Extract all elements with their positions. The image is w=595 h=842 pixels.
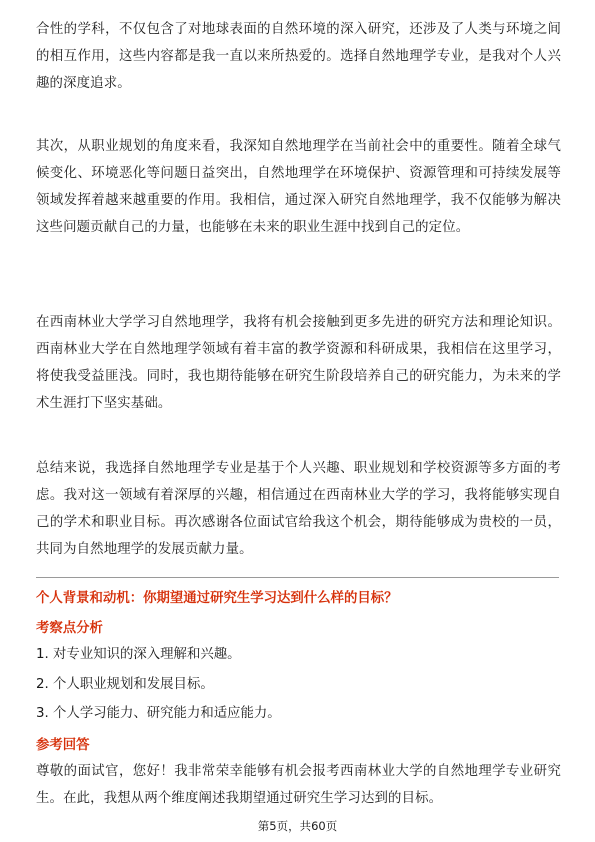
answer-text: 尊敬的面试官，您好！我非常荣幸能够有机会报考西南林业大学的自然地理学专业研究生。在此，我想从两个维度阐述我期望通过研究生学习达到的目标。 [36,764,561,806]
answer-heading: 参考回答 [36,738,90,753]
page-number: 第5页，共60页 [257,819,338,833]
paragraph-interest: 合性的学科，不仅包含了对地球表面的自然环境的深入研究，还涉及了人类与环境之间的相互作用，这些内容都是我一直以来所热爱的。选择自然地理学专业，是我对个人兴趣的深度追求。 [36,22,561,91]
paragraph-school: 在西南林业大学学习自然地理学，我将有机会接触到更多先进的研究方法和理论知识。西南林业大学在自然地理学领域有着丰富的教学资源和科研成果，我相信在这里学习，将使我受益匪浅。同时，我也期待能够在研究生阶段培养自己的研究能力，为未来的学术生涯打下坚实基础。 [36,315,561,411]
section-divider [36,577,559,578]
analysis-point: 2. 个人职业规划和发展目标。 [36,677,214,692]
analysis-heading: 考察点分析 [36,621,103,636]
question-heading: 个人背景和动机：你期望通过研究生学习达到什么样的目标？ [36,591,398,606]
paragraph-summary: 总结来说，我选择自然地理学专业是基于个人兴趣、职业规划和学校资源等多方面的考虑。我对这一领域有着深厚的兴趣，相信通过在西南林业大学的学习，我将能够实现自己的学术和职业目标。再次感谢各位面试官给我这个机会，期待能够成为贵校的一员，共同为自然地理学的发展贡献力量。 [36,461,561,557]
paragraph-career: 其次，从职业规划的角度来看，我深知自然地理学在当前社会中的重要性。随着全球气候变化、环境恶化等问题日益突出，自然地理学在环境保护、资源管理和可持续发展等领域发挥着越来越重要的作用。我相信，通过深入研究自然地理学，我不仅能够为解决这些问题贡献自己的力量，也能够在未来的职业生涯中找到自己的定位。 [36,139,561,235]
analysis-point: 3. 个人学习能力、研究能力和适应能力。 [36,706,281,721]
analysis-point: 1. 对专业知识的深入理解和兴趣。 [36,647,241,662]
